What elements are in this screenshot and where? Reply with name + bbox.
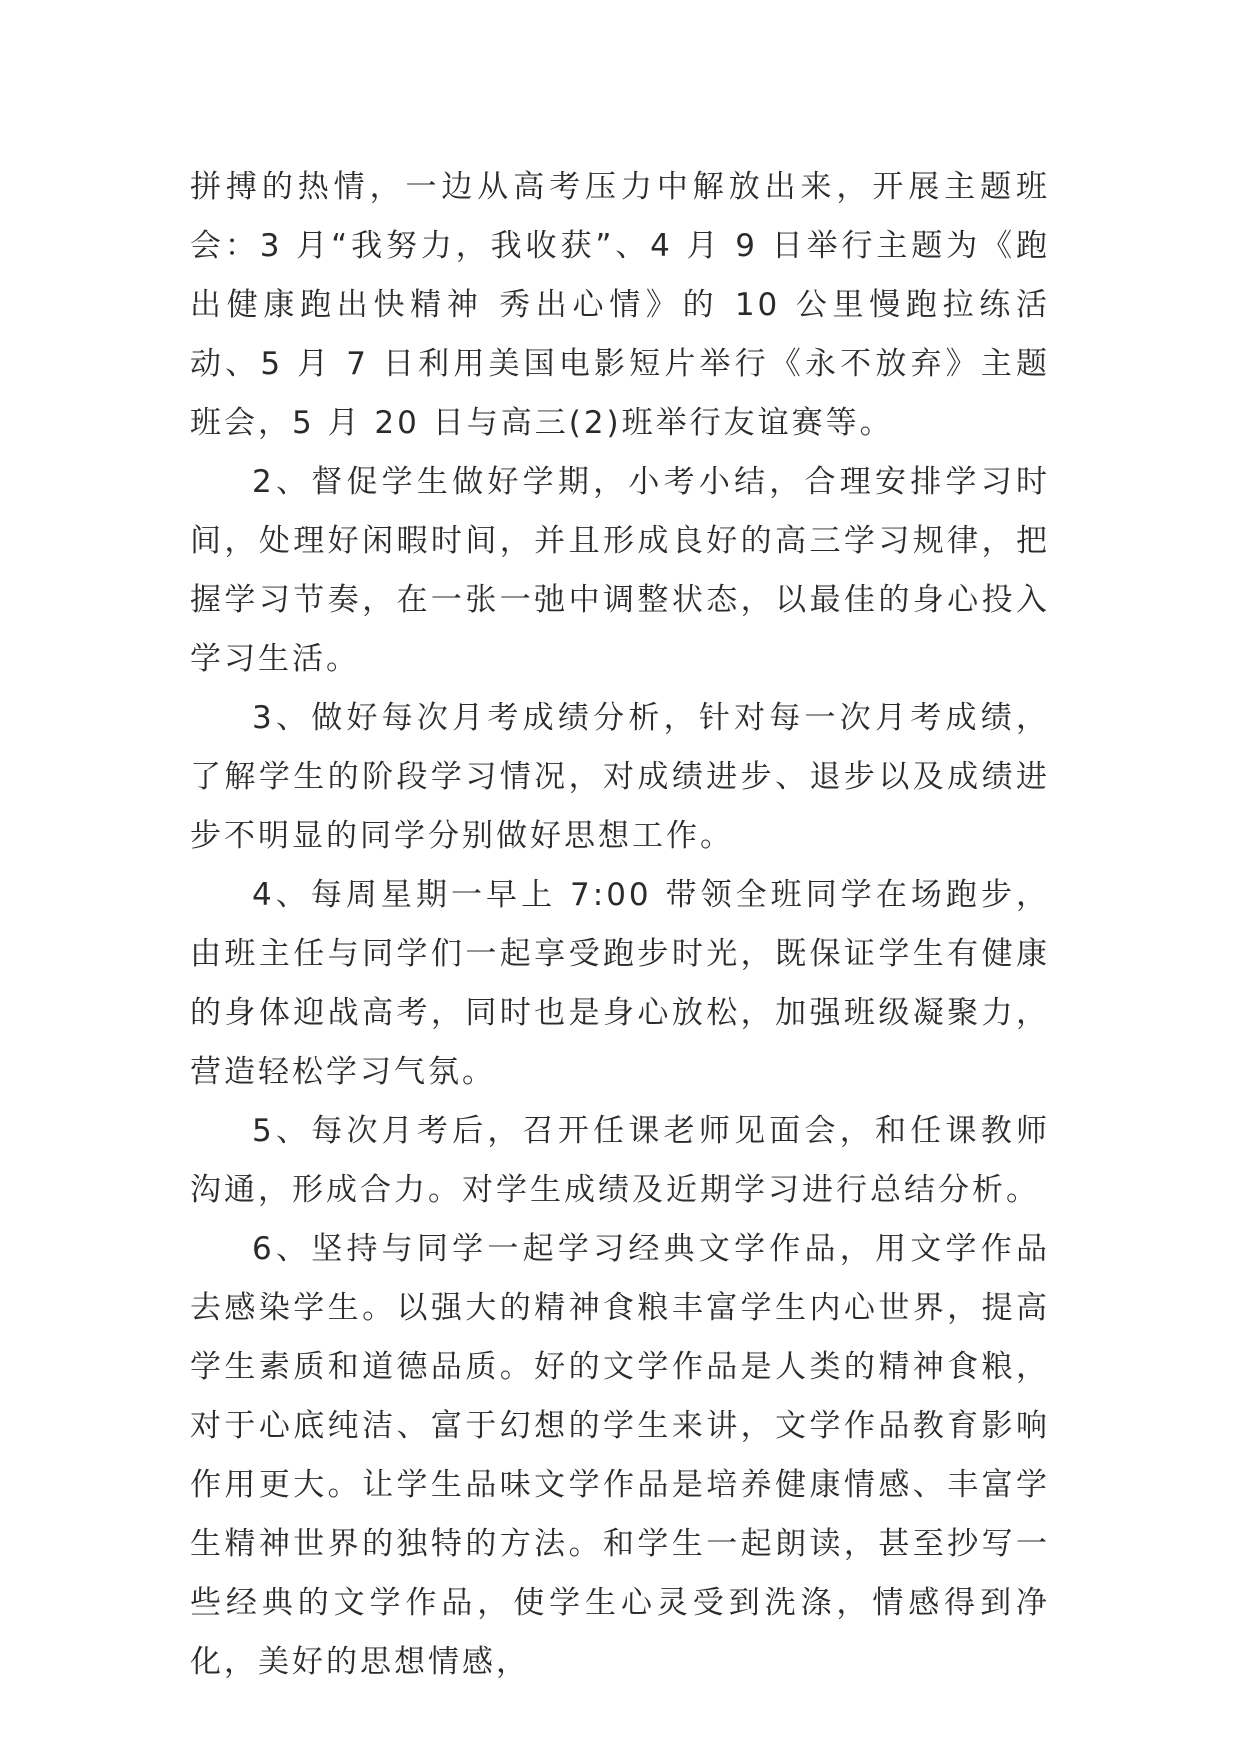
paragraph-item-6: 6、坚持与同学一起学习经典文学作品，用文学作品去感染学生。以强大的精神食粮丰富学生内心世界，提高学生素质和道德品质。好的文学作品是人类的精神食粮，对于心底纯洁、富于幻想的学生来讲，文学作品教育影响作用更大。让学生品味文学作品是培养健康情感、丰富学生精神世界的独特的方法。和学生一起朗读，甚至抄写一些经典的文学作品，使学生心灵受到洗涤，情感得到净化，美好的思想情感， [190, 1231, 1050, 1680]
paragraph-item-3: 3、做好每次月考成绩分析，针对每一次月考成绩，了解学生的阶段学习情况，对成绩进步、退步以及成绩进步不明显的同学分别做好思想工作。 [190, 700, 1050, 854]
paragraph-item-4: 4、每周星期一早上 7:00 带领全班同学在场跑步，由班主任与同学们一起享受跑步时光，既保证学生有健康的身体迎战高考，同时也是身心放松，加强班级凝聚力，营造轻松学习气氛。 [190, 877, 1050, 1090]
paragraph-intro: 拼搏的热情，一边从高考压力中解放出来，开展主题班会：3 月“我努力，我收获”、4 月 9 日举行主题为《跑出健康跑出快精神 秀出心情》的 10 公里慢跑拉练活动、5 月 7 日利用美国电影短片举行《永不放弃》主题班会，5 月 20 日与高三(2)班举行友谊赛等。 [190, 169, 1050, 441]
paragraph-item-2: 2、督促学生做好学期，小考小结，合理安排学习时间，处理好闲暇时间，并且形成良好的高三学习规律，把握学习节奏，在一张一弛中调整状态，以最佳的身心投入学习生活。 [190, 464, 1050, 677]
document-body [190, 158, 1050, 1692]
paragraph-item-5: 5、每次月考后，召开任课老师见面会，和任课教师沟通，形成合力。对学生成绩及近期学习进行总结分析。 [190, 1113, 1050, 1208]
